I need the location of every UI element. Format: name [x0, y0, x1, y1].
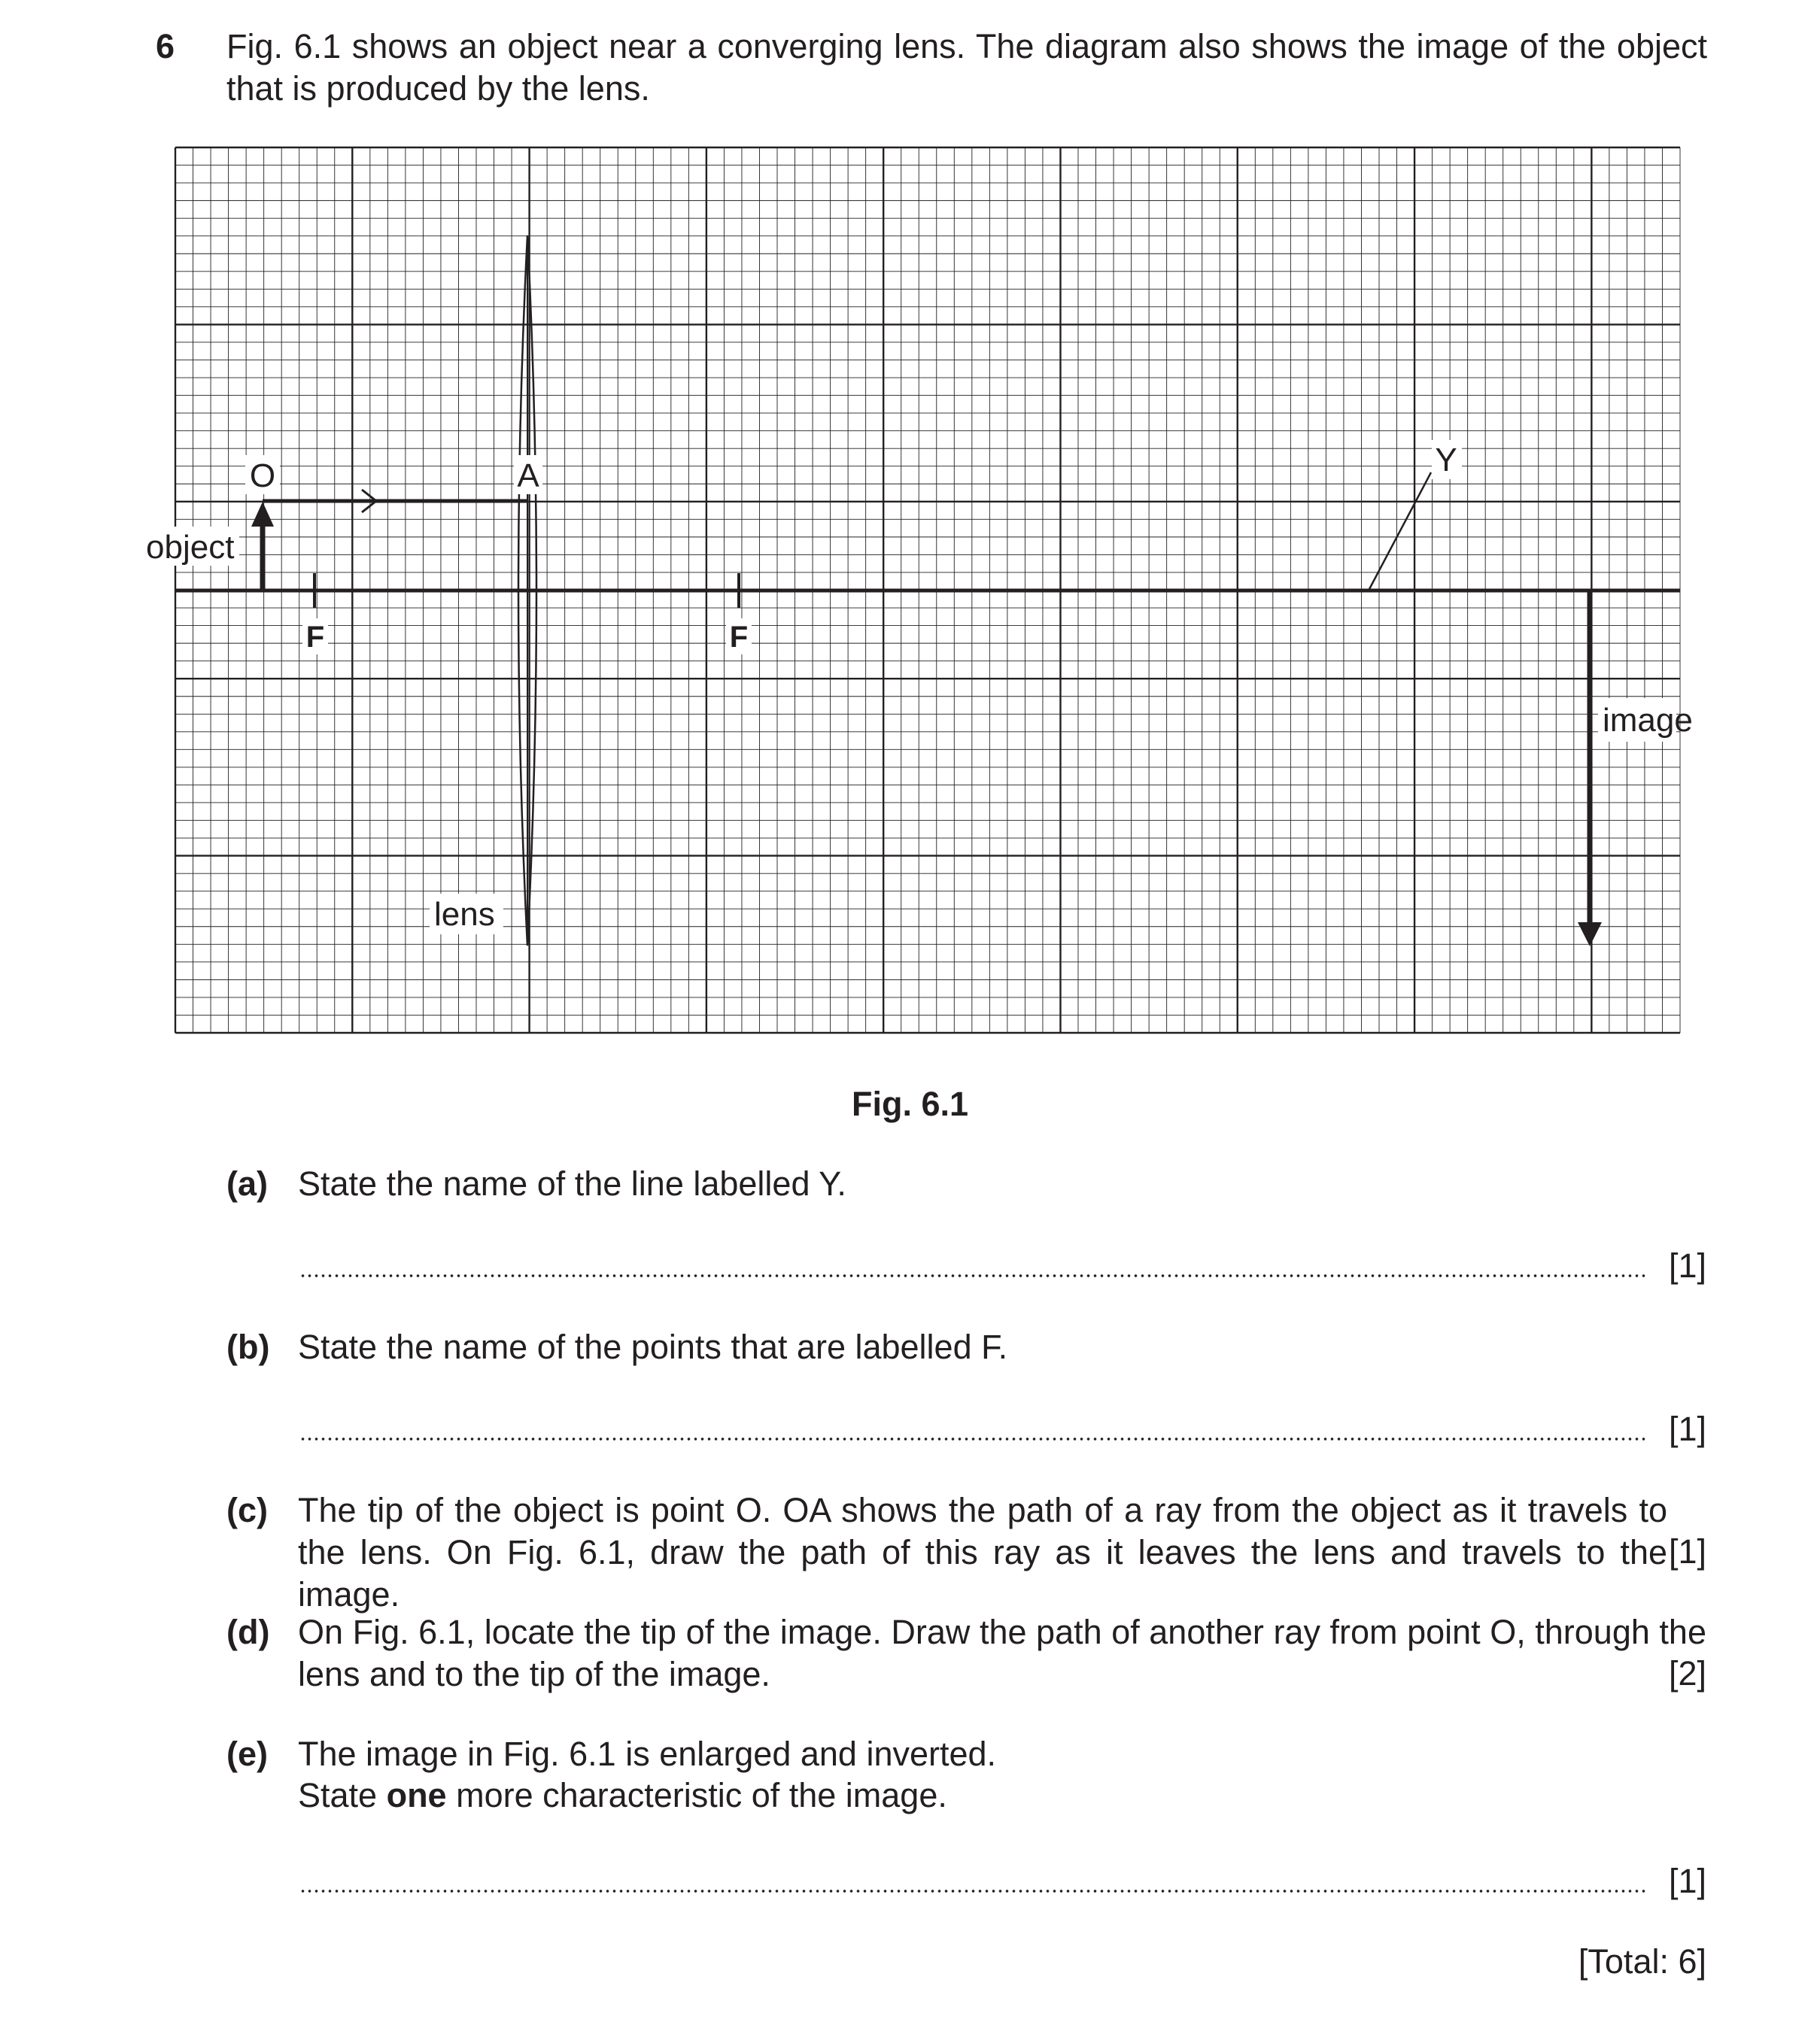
part-a-label: (a) [226, 1164, 268, 1203]
part-b-mark: [1] [1668, 1410, 1706, 1448]
emphasis-one: one [386, 1776, 447, 1814]
part-e-mark: [1] [1668, 1862, 1706, 1900]
point-o-label: O [249, 457, 276, 494]
part-b-label: (b) [226, 1328, 270, 1366]
line-y-leader [1369, 472, 1431, 591]
figure-caption: Fig. 6.1 [851, 1085, 969, 1123]
part-e-answer-line[interactable] [299, 1888, 1646, 1894]
lens-label: lens [434, 896, 495, 933]
part-a-mark: [1] [1668, 1246, 1706, 1285]
focal-point-left-label: F [305, 621, 325, 654]
focal-point-right-label: F [729, 621, 749, 654]
part-a-answer-line[interactable] [299, 1273, 1646, 1279]
image-arrowhead [1578, 922, 1602, 946]
line-y-label: Y [1435, 442, 1457, 478]
point-a-label: A [517, 457, 539, 494]
part-c-mark: [1] [1668, 1532, 1706, 1571]
part-d-mark: [2] [1668, 1654, 1706, 1693]
part-e-line2: State one more characteristic of the image. [298, 1776, 947, 1814]
part-b-text: State the name of the points that are labelled F. [298, 1328, 1008, 1366]
part-e-label: (e) [226, 1735, 268, 1773]
part-a-text: State the name of the line labelled Y. [298, 1164, 846, 1203]
part-d-label: (d) [226, 1613, 270, 1651]
total-marks: [Total: 6] [1578, 1942, 1706, 1981]
part-c-text: The tip of the object is point O. OA shows the path of a ray from the object as it travels to the lens. On Fig. 6.1, draw the path of this ray as it leaves the lens and travels to the image. [298, 1491, 1667, 1614]
question-number: 6 [156, 27, 175, 65]
part-c-label: (c) [226, 1491, 268, 1529]
image-label: image [1603, 702, 1693, 739]
part-b-answer-line[interactable] [299, 1436, 1646, 1442]
object-arrowhead [251, 502, 274, 527]
question-intro: Fig. 6.1 shows an object near a converging lens. The diagram also shows the image of the object that is produced by the lens. [226, 27, 1707, 108]
object-label: object [146, 529, 235, 566]
part-e-line1: The image in Fig. 6.1 is enlarged and inverted. [298, 1735, 997, 1773]
part-d-text: On Fig. 6.1, locate the tip of the image. Draw the path of another ray from point O, through the lens and to the tip of the image. [298, 1613, 1706, 1693]
